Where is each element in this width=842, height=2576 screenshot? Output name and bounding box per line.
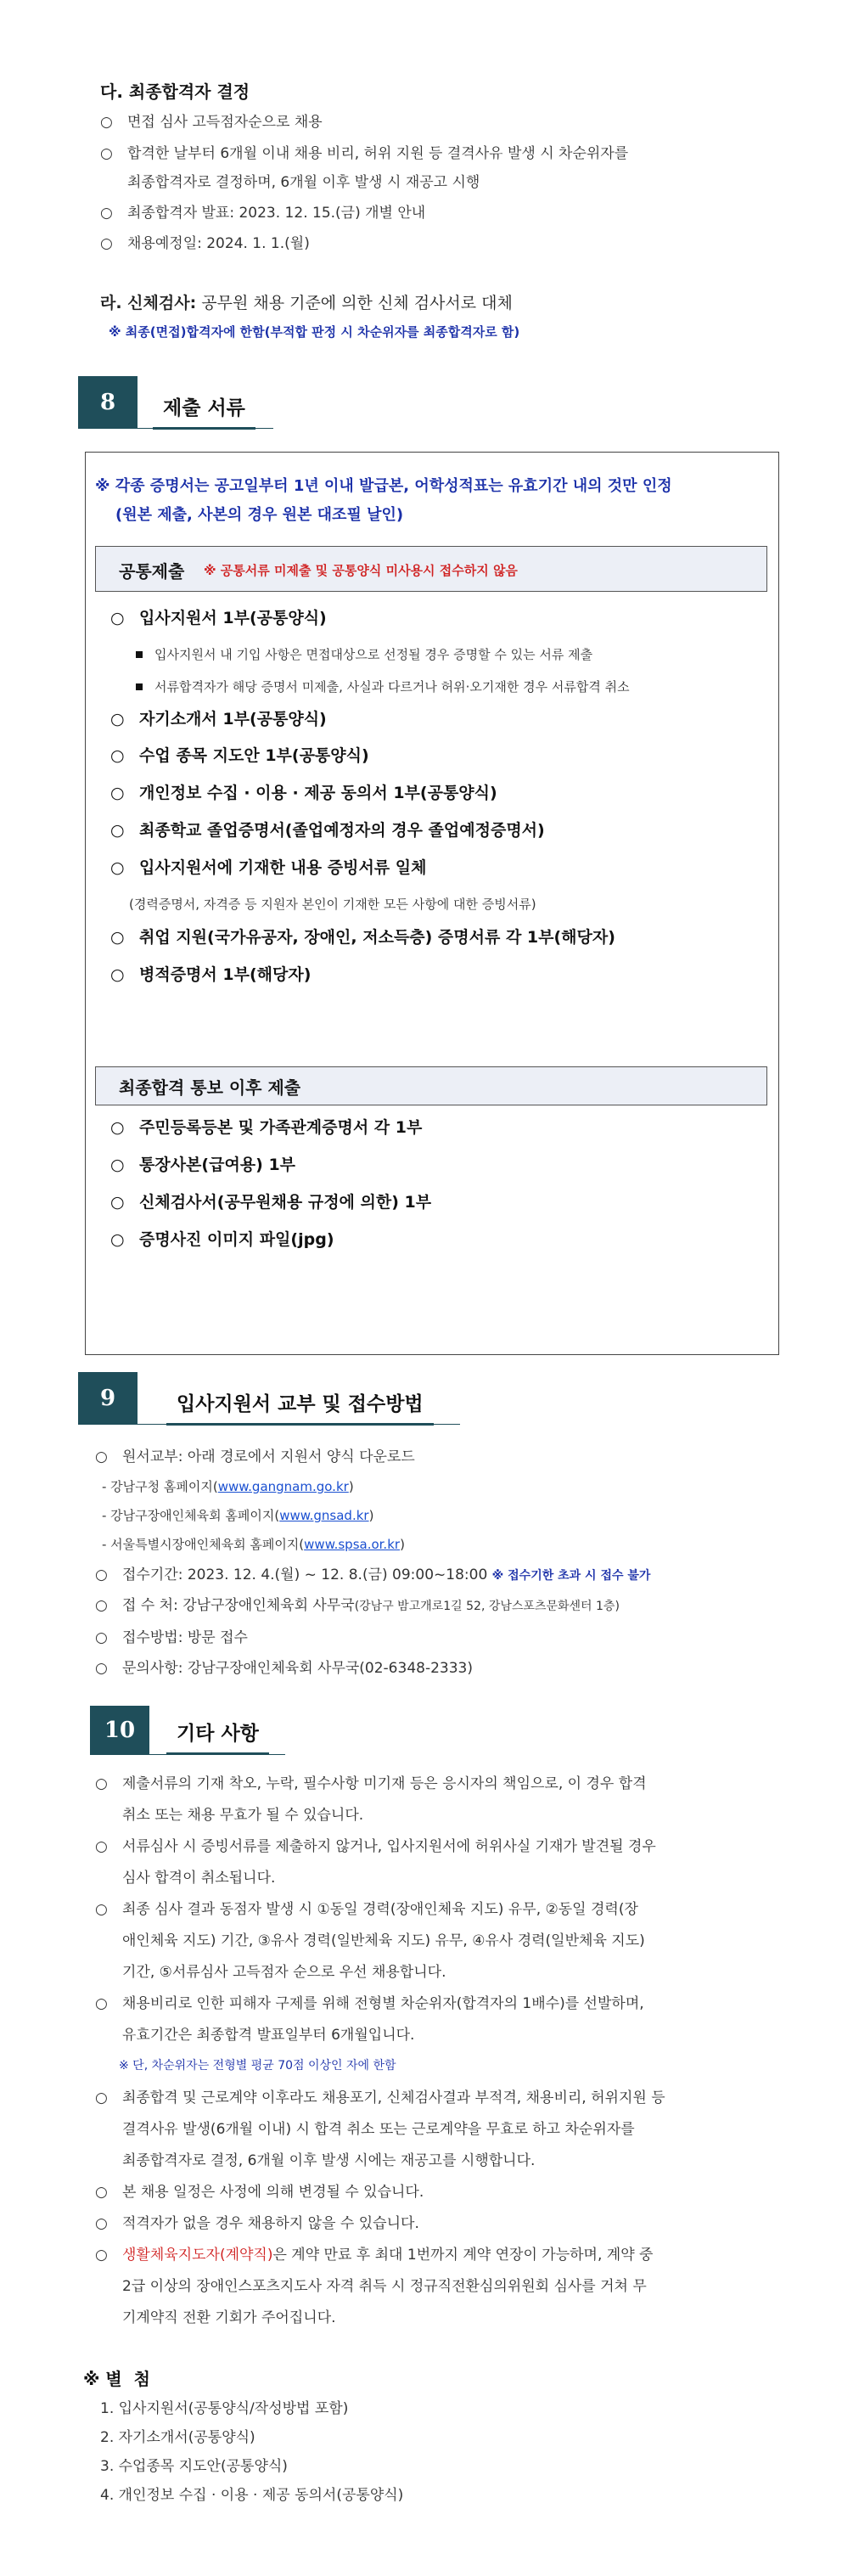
document-item: ○ 입사지원서에 기재한 내용 증빙서류 일체 (110, 849, 426, 886)
section-10-title: 기타 사항 (166, 1718, 269, 1755)
circle-bullet-icon: ○ (100, 205, 113, 222)
final-decision-line: ○ 면접 심사 고득점자순으로 채용 (100, 106, 323, 138)
note-paragraph: ○ 제출서류의 기재 착오, 누락, 필수사항 미기재 등은 응시자의 책임으로, 이 경우 합격 (95, 1769, 774, 1800)
circle-bullet-icon: ○ (95, 1838, 108, 1855)
original-copy-notice: (원본 제출, 사본의 경우 원본 대조필 날인) (115, 506, 404, 524)
circle-bullet-icon: ○ (110, 965, 125, 984)
physical-exam-heading: 라. 신체검사: 공무원 채용 기준에 의한 신체 검사서로 대체 (100, 294, 513, 312)
circle-bullet-icon: ○ (95, 2184, 108, 2201)
circle-bullet-icon: ○ (110, 1230, 125, 1249)
circle-bullet-icon: ○ (95, 1775, 108, 1792)
circle-bullet-icon: ○ (100, 235, 113, 252)
circle-bullet-icon: ○ (110, 784, 125, 802)
note-paragraph: ○ 최종 심사 결과 동점자 발생 시 ①동일 경력(장애인체육 지도) 유무, ②동일 경력(장 (95, 1894, 774, 1926)
application-method: ○ 접수방법: 방문 접수 (95, 1622, 248, 1654)
circle-bullet-icon: ○ (95, 1901, 108, 1918)
document-item: ○ 입사지원서 1부(공통양식) (110, 599, 327, 637)
application-place: ○ 접 수 처: 강남구장애인체육회 사무국(강남구 밤고개로1길 52, 강남스포츠문화센터 1층) (95, 1589, 620, 1623)
circle-bullet-icon: ○ (100, 114, 113, 131)
appendix-item: 3. 수업종목 지도안(공통양식) (100, 2458, 288, 2475)
section-8-number: 8 (78, 376, 138, 429)
note-paragraph-cont: 기계약직 전환 기회가 주어집니다. (122, 2309, 336, 2326)
application-line: ○ 원서교부: 아래 경로에서 지원서 양식 다운로드 (95, 1441, 415, 1473)
gangnam-site-link[interactable]: www.gangnam.go.kr (217, 1479, 349, 1494)
final-decision-line: ○ 합격한 날부터 6개월 이내 채용 비리, 허위 지원 등 결격사유 발생 시 차순위자를 (100, 138, 628, 170)
document-sub-bullet: 입사지원서 내 기입 사항은 면접대상으로 선정될 경우 증명할 수 있는 서류 제출 (136, 638, 592, 671)
note-paragraph: ○ 본 채용 일정은 사정에 의해 변경될 수 있습니다. (95, 2177, 424, 2208)
spsa-site-link[interactable]: www.spsa.or.kr (304, 1537, 401, 1552)
circle-bullet-icon: ○ (95, 1597, 108, 1614)
final-decision-line: ○ 채용예정일: 2024. 1. 1.(월) (100, 228, 310, 260)
note-paragraph-cont: 결격사유 발생(6개월 이내) 시 합격 취소 또는 근로계약을 무효로 하고 차순위자를 (122, 2121, 635, 2138)
document-item: ○ 취업 지원(국가유공자, 장애인, 저소득층) 증명서류 각 1부(해당자) (110, 919, 615, 956)
application-period: ○ 접수기간: 2023. 12. 4.(월) ~ 12. 8.(금) 09:00~18:00 ※ 접수기한 초과 시 접수 불가 (95, 1559, 650, 1592)
circle-bullet-icon: ○ (95, 1660, 108, 1677)
circle-bullet-icon: ○ (110, 1156, 125, 1174)
document-sub-bullet: 서류합격자가 해당 증명서 미제출, 사실과 다르거나 허위·오기재한 경우 서류합격 취소 (136, 671, 630, 703)
section-9-title: 입사지원서 교부 및 접수방법 (166, 1388, 434, 1426)
application-contact: ○ 문의사항: 강남구장애인체육회 사무국(02-6348-2333) (95, 1652, 473, 1685)
note-paragraph: ○ 적격자가 없을 경우 채용하지 않을 수 있습니다. (95, 2208, 419, 2240)
common-submission-label: 공통제출 (119, 561, 185, 582)
final-document-item: ○ 신체검사서(공무원채용 규정에 의한) 1부 (110, 1184, 431, 1221)
document-item: ○ 수업 종목 지도안 1부(공통양식) (110, 737, 369, 774)
section-8-title: 제출 서류 (153, 392, 255, 430)
appendix-heading: ※ 별 첨 (83, 2369, 150, 2389)
circle-bullet-icon: ○ (95, 1566, 108, 1583)
physical-exam-note: ※ 최종(면접)합격자에 한함(부적합 판정 시 차순위자를 최종합격자로 함) (109, 324, 520, 340)
circle-bullet-icon: ○ (95, 2247, 108, 2264)
note-paragraph-cont: 2급 이상의 장애인스포츠지도사 자격 취득 시 정규직전환심의위원회 심사를 거쳐 무 (122, 2278, 647, 2295)
common-submission-warning: ※ 공통서류 미제출 및 공통양식 미사용시 접수하지 않음 (204, 563, 518, 578)
section-9-number: 9 (78, 1372, 138, 1425)
appendix-item: 2. 자기소개서(공통양식) (100, 2429, 255, 2446)
site-link-row: - 서울특별시장애인체육회 홈페이지(www.spsa.or.kr) (102, 1537, 405, 1552)
circle-bullet-icon: ○ (110, 746, 125, 765)
note-paragraph-cont: 취소 또는 채용 무효가 될 수 있습니다. (122, 1807, 364, 1824)
square-bullet-icon (136, 651, 143, 658)
final-decision-line: ○ 최종합격자 발표: 2023. 12. 15.(금) 개별 안내 (100, 197, 425, 229)
document-item: ○ 최종학교 졸업증명서(졸업예정자의 경우 졸업예정증명서) (110, 812, 545, 849)
final-document-item: ○ 통장사본(급여용) 1부 (110, 1146, 295, 1184)
circle-bullet-icon: ○ (95, 2215, 108, 2232)
note-paragraph-cont: 유효기간은 최종합격 발표일부터 6개월입니다. (122, 2027, 415, 2044)
certificate-validity-notice: ※ 각종 증명서는 공고일부터 1년 이내 발급본, 어학성적표는 유효기간 내의 것만 인정 (95, 477, 672, 495)
note-paragraph: ○ 생활체육지도자(계약직)은 계약 만료 후 최대 1번까지 계약 연장이 가능하며, 계약 중 (95, 2240, 774, 2271)
circle-bullet-icon: ○ (110, 858, 125, 877)
square-bullet-icon (136, 683, 143, 690)
circle-bullet-icon: ○ (100, 145, 113, 162)
note-paragraph-cont: 애인체육 지도) 기간, ③유사 경력(일반체육 지도) 유무, ④유사 경력(일반체육 지도) (122, 1932, 645, 1949)
evidence-note: (경력증명서, 자격증 등 지원자 본인이 기재한 모든 사항에 대한 증빙서류) (129, 897, 536, 912)
final-document-item: ○ 주민등록등본 및 가족관계증명서 각 1부 (110, 1109, 422, 1146)
circle-bullet-icon: ○ (95, 1995, 108, 2012)
circle-bullet-icon: ○ (95, 1629, 108, 1646)
note-paragraph: ○ 최종합격 및 근로계약 이후라도 채용포기, 신체검사결과 부적격, 채용비리, 허위지원 등 (95, 2083, 774, 2114)
section-10-number: 10 (90, 1706, 149, 1755)
circle-bullet-icon: ○ (110, 1118, 125, 1137)
circle-bullet-icon: ○ (110, 1193, 125, 1212)
circle-bullet-icon: ○ (95, 2089, 108, 2106)
note-paragraph: ○ 채용비리로 인한 피해자 구제를 위해 전형별 차순위자(합격자의 1배수)를 선발하며, (95, 1988, 774, 2020)
appendix-item: 1. 입사지원서(공통양식/작성방법 포함) (100, 2400, 349, 2417)
appendix-item: 4. 개인정보 수집 · 이용 · 제공 동의서(공통양식) (100, 2487, 404, 2504)
final-submission-label: 최종합격 통보 이후 제출 (119, 1077, 301, 1098)
runner-up-note: ※ 단, 차순위자는 전형별 평균 70점 이상인 자에 한함 (119, 2059, 396, 2073)
final-document-item: ○ 증명사진 이미지 파일(jpg) (110, 1221, 334, 1258)
circle-bullet-icon: ○ (95, 1448, 108, 1465)
note-paragraph-cont: 심사 합격이 취소됩니다. (122, 1870, 276, 1887)
circle-bullet-icon: ○ (110, 821, 125, 840)
note-paragraph-cont: 기간, ⑤서류심사 고득점자 순으로 우선 채용합니다. (122, 1964, 446, 1981)
circle-bullet-icon: ○ (110, 928, 125, 947)
document-item: ○ 병적증명서 1부(해당자) (110, 956, 311, 993)
document-item: ○ 자기소개서 1부(공통양식) (110, 700, 327, 738)
site-link-row: - 강남구청 홈페이지(www.gangnam.go.kr) (102, 1479, 354, 1494)
document-item: ○ 개인정보 수집 · 이용 · 제공 동의서 1부(공통양식) (110, 774, 497, 812)
note-paragraph: ○ 서류심사 시 증빙서류를 제출하지 않거나, 입사지원서에 허위사실 기재가 발견될 경우 (95, 1831, 774, 1863)
final-decision-heading: 다. 최종합격자 결정 (100, 82, 250, 102)
final-decision-line: 최종합격자로 결정하며, 6개월 이후 발생 시 재공고 시행 (127, 174, 480, 191)
site-link-row: - 강남구장애인체육회 홈페이지(www.gnsad.kr) (102, 1508, 374, 1523)
note-paragraph-cont: 최종합격자로 결정, 6개월 이후 발생 시에는 재공고를 시행합니다. (122, 2152, 536, 2169)
gnsad-site-link[interactable]: www.gnsad.kr (279, 1508, 369, 1523)
circle-bullet-icon: ○ (110, 609, 125, 627)
circle-bullet-icon: ○ (110, 710, 125, 728)
